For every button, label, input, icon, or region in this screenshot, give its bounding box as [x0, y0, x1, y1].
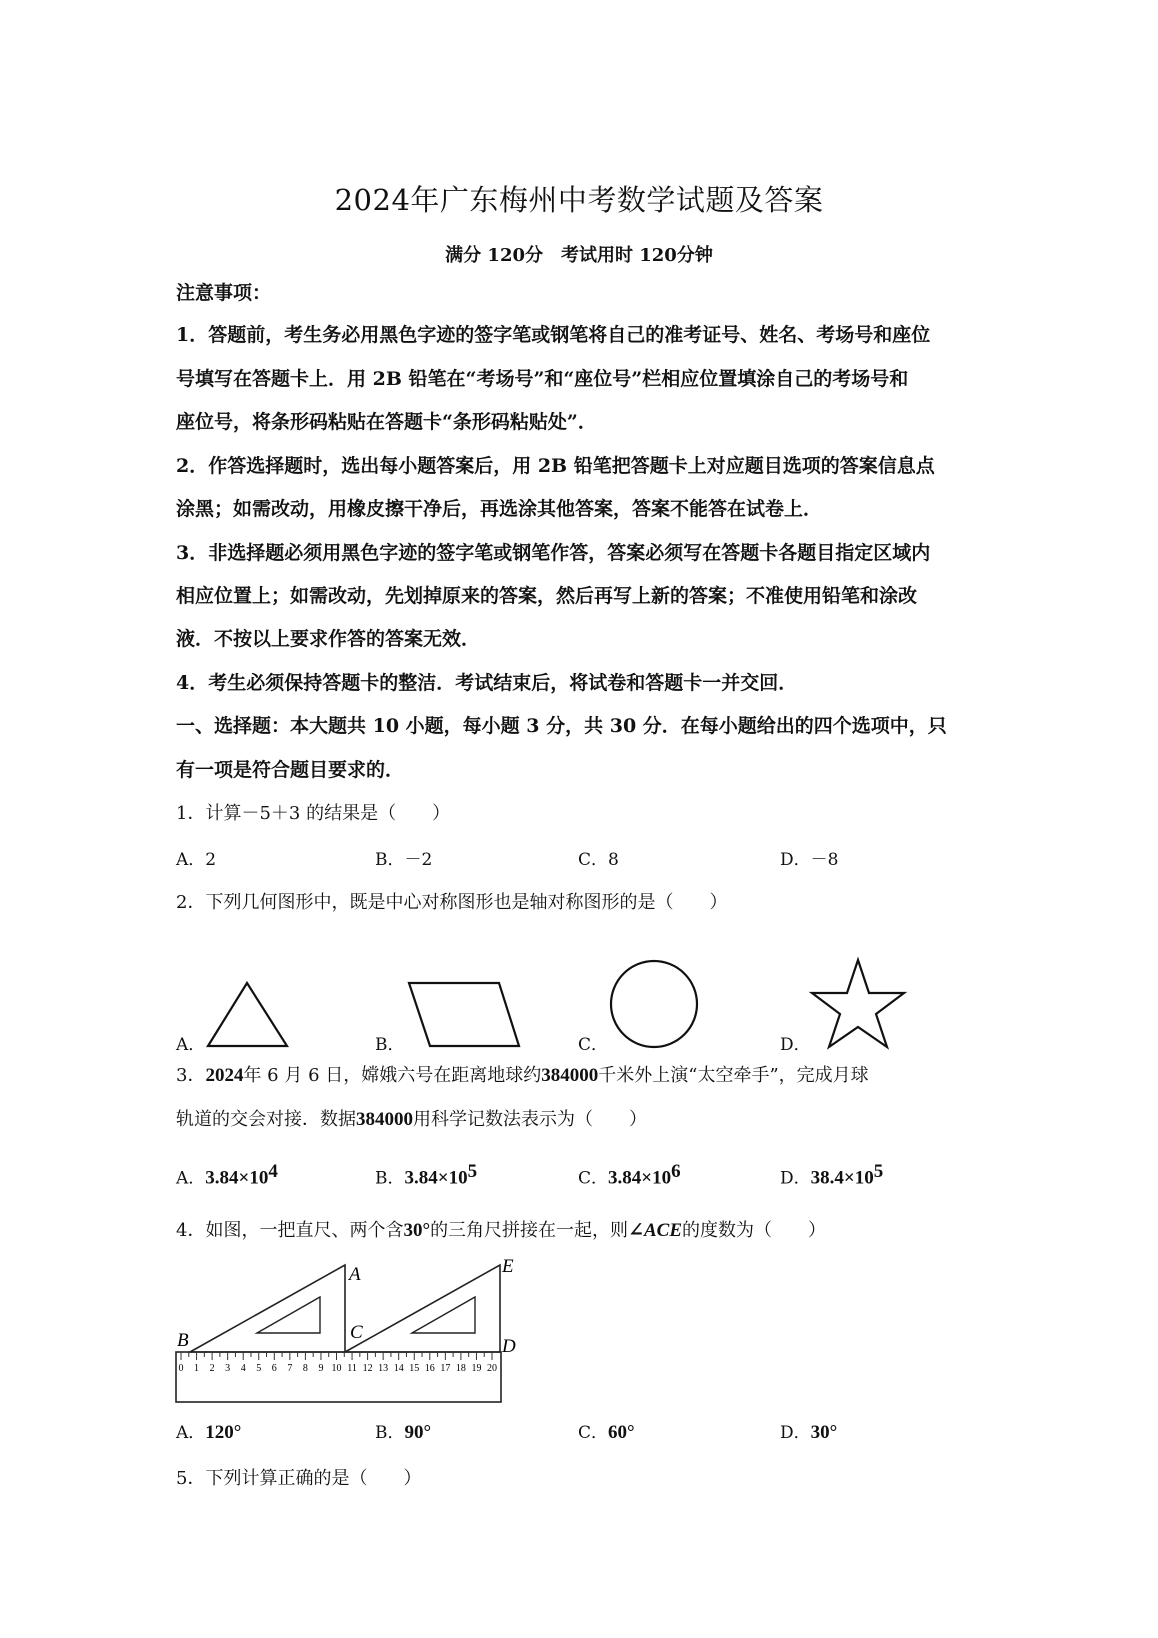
- q4-option-a: [176, 1418, 241, 1444]
- option-value: 60°: [608, 1422, 635, 1443]
- point-label-b: B: [177, 1330, 189, 1351]
- q4-option-c: [578, 1418, 635, 1444]
- ruler-tick-label: 11: [347, 1363, 357, 1374]
- ruler-tick-label: 1: [194, 1363, 200, 1374]
- q4-option-b: [375, 1418, 431, 1444]
- point-label-d: D: [502, 1336, 516, 1357]
- option-exponent: 6: [671, 1161, 681, 1182]
- option-exponent: 4: [268, 1161, 278, 1182]
- set-square-2-inner: [412, 1297, 475, 1333]
- option-label: A．: [176, 1168, 206, 1189]
- ruler-tick-label: 18: [455, 1363, 466, 1374]
- q2-label-b: B．: [375, 1035, 405, 1055]
- option-label: D．: [780, 1423, 811, 1443]
- q4-text: 的度数为（ ）: [682, 1220, 827, 1241]
- q4-text: 4．如图，一把直尺、两个含: [176, 1220, 404, 1241]
- page-title: 2024年广东梅州中考数学试题及答案: [334, 183, 824, 217]
- note-line: 液．不按以上要求作答的答案无效．: [176, 628, 481, 650]
- ruler-tick-label: 6: [271, 1363, 277, 1374]
- option-exponent: 5: [873, 1161, 884, 1182]
- point-label-e: E: [502, 1256, 514, 1277]
- ruler-tick-label: 14: [393, 1363, 404, 1374]
- set-square-1: [190, 1265, 345, 1352]
- section-heading: 一、选择题：本大题共 10 小题，每小题 3 分，共 30 分．在每小题给出的四个选项中，只: [176, 715, 947, 737]
- ruler-tick-label: 2: [209, 1363, 215, 1374]
- q4-angle: 30°: [403, 1220, 431, 1241]
- set-square-2: [345, 1265, 500, 1352]
- q3-number: 3．: [176, 1065, 206, 1086]
- ruler-tick-label: 15: [409, 1363, 420, 1374]
- ruler-tick-label: 13: [378, 1363, 389, 1374]
- q1-option-d: D．－8: [780, 850, 839, 870]
- q4-text: 的三角尺拼接在一起，则: [430, 1220, 629, 1241]
- q3-text: 年 6 月 6 日，嫦娥六号在距离地球约: [243, 1065, 542, 1086]
- option-base: 38.4×10: [810, 1167, 874, 1189]
- option-label: C．: [578, 1168, 609, 1189]
- question-1-stem: 1．计算－5＋3 的结果是（ ）: [176, 803, 451, 824]
- q3-text: 千米外上演“太空牵手”，完成月球: [598, 1065, 869, 1086]
- ruler-tick-label: 19: [471, 1363, 482, 1374]
- option-label: C．: [578, 1423, 609, 1443]
- option-label: D．: [780, 1168, 811, 1189]
- ruler-tick-label: 3: [225, 1363, 231, 1374]
- ruler-tick-label: 10: [331, 1363, 342, 1374]
- ruler-tick-label: 5: [256, 1363, 262, 1374]
- q2-label-c: C．: [578, 1035, 609, 1055]
- option-value: 90°: [404, 1422, 432, 1443]
- point-label-c: C: [350, 1322, 363, 1343]
- ruler-tick-label: 7: [287, 1363, 293, 1374]
- q1-option-c: C．8: [578, 850, 619, 870]
- q3-distance: 384000: [541, 1065, 599, 1086]
- question-2-stem: 2．下列几何图形中，既是中心对称图形也是轴对称图形的是（ ）: [176, 892, 728, 913]
- q2-label-a: A．: [176, 1035, 206, 1055]
- option-base: 3.84×10: [608, 1167, 672, 1189]
- q3-year: 2024: [205, 1065, 244, 1086]
- q1-option-b: B．－2: [375, 850, 433, 870]
- question-5-stem: 5．下列计算正确的是（ ）: [176, 1468, 422, 1489]
- option-value: 30°: [810, 1422, 838, 1443]
- note-line: 1．答题前，考生务必用黑色字迹的签字笔或钢笔将自己的准考证号、姓名、考场号和座位: [176, 324, 931, 346]
- ruler-tick-label: 12: [362, 1363, 373, 1374]
- option-label: A．: [176, 1423, 206, 1443]
- note-line: 号填写在答题卡上．用 2B 铅笔在“考场号”和“座位号”栏相应位置填涂自己的考场号和: [176, 368, 909, 390]
- ruler-tick-label: 4: [240, 1363, 246, 1374]
- notes-heading: 注意事项：: [176, 282, 272, 304]
- ruler: [176, 1352, 501, 1402]
- ruler-tick-label: 20: [487, 1363, 497, 1374]
- q3-number-value: 384000: [356, 1109, 413, 1130]
- ruler-ticks: [179, 1352, 498, 1374]
- ruler-tick-label: 17: [440, 1363, 451, 1374]
- q2-label-d: D．: [780, 1035, 811, 1055]
- q3-text: 轨道的交会对接．数据: [176, 1109, 356, 1130]
- note-line: 相应位置上；如需改动，先划掉原来的答案，然后再写上新的答案；不准使用铅笔和涂改: [176, 585, 918, 607]
- set-square-1-inner: [257, 1297, 320, 1333]
- q4-angle-ace: ∠ACE: [628, 1220, 683, 1241]
- note-line: 2．作答选择题时，选出每小题答案后，用 2B 铅笔把答题卡上对应题目选项的答案信息点: [176, 455, 935, 477]
- note-line: 4．考生必须保持答题卡的整洁．考试结束后，将试卷和答题卡一并交回．: [176, 672, 798, 694]
- note-line: 座位号，将条形码粘贴在答题卡“条形码粘贴处”．: [176, 411, 597, 433]
- exam-info: 满分 120分 考试用时 120分钟: [445, 245, 713, 266]
- ruler-tick-label: 8: [302, 1363, 308, 1374]
- point-label-a: A: [349, 1264, 361, 1285]
- option-exponent: 5: [467, 1161, 478, 1182]
- note-line: 3．非选择题必须用黑色字迹的签字笔或钢笔作答，答案必须写在答题卡各题目指定区域内: [176, 542, 931, 564]
- section-heading: 有一项是符合题目要求的．: [176, 759, 405, 781]
- option-base: 3.84×10: [404, 1167, 468, 1189]
- option-label: B．: [375, 1168, 405, 1189]
- note-line: 涂黑；如需改动，用橡皮擦干净后，再选涂其他答案，答案不能答在试卷上．: [176, 498, 823, 520]
- option-base: 3.84×10: [205, 1167, 269, 1189]
- option-value: 120°: [205, 1422, 242, 1443]
- q3-text: 用科学记数法表示为（ ）: [413, 1109, 647, 1130]
- q1-option-a: A．2: [176, 850, 217, 870]
- q4-option-d: [780, 1418, 837, 1444]
- ruler-tick-label: 0: [178, 1363, 184, 1374]
- ruler-tick-label: 9: [318, 1363, 324, 1374]
- option-label: B．: [375, 1423, 405, 1443]
- ruler-tick-label: 16: [424, 1363, 435, 1374]
